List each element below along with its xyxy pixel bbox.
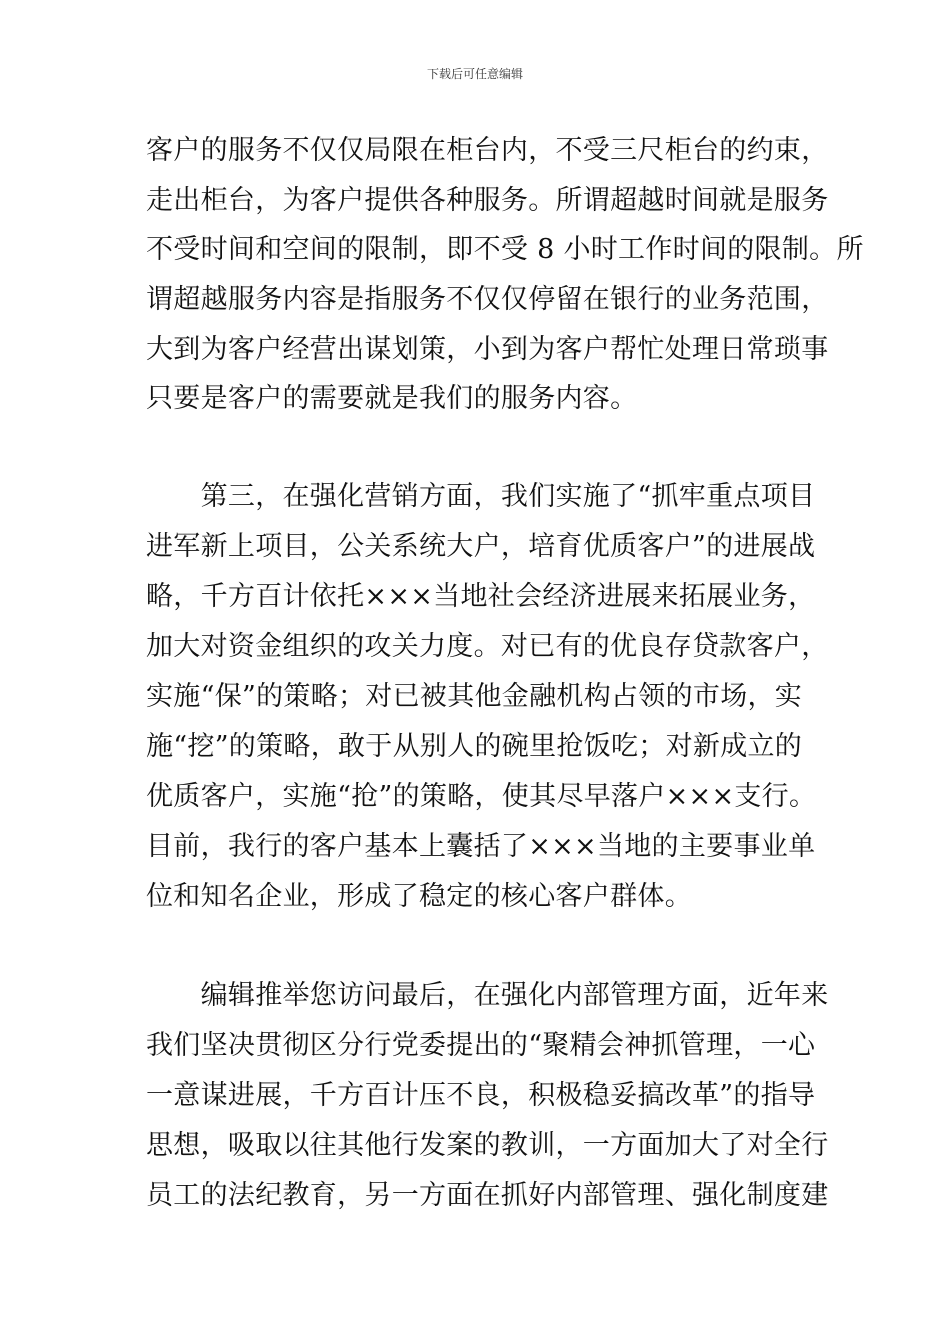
text-line: 只要是客户的需要就是我们的服务内容。 (146, 383, 638, 414)
page-header: 下载后可任意编辑 (426, 67, 523, 81)
text-line: 不受时间和空间的限制，即不受 8 小时工作时间的限制。所 (146, 234, 864, 265)
text-line: 加大对资金组织的攻关力度。对已有的优良存贷款客户， (146, 631, 829, 662)
text-line: 优质客户，实施“抢”的策略，使其尽早落户×××支行。 (146, 781, 817, 812)
text-line: 目前，我行的客户基本上囊括了×××当地的主要事业单 (146, 831, 816, 862)
text-line: 第三，在强化营销方面，我们实施了“抓牢重点项目 (146, 481, 816, 512)
text-line: 实施“保”的策略；对已被其他金融机构占领的市场，实 (146, 681, 803, 712)
text-line: 我们坚决贯彻区分行党委提出的“聚精会神抓管理，一心 (146, 1030, 816, 1061)
text-line: 编辑推举您访问最后，在强化内部管理方面，近年来 (146, 980, 829, 1011)
text-line: 客户的服务不仅仅局限在柜台内，不受三尺柜台的约束， (146, 135, 829, 166)
text-line: 员工的法纪教育，另一方面在抓好内部管理、强化制度建 (146, 1180, 829, 1211)
text-line: 进军新上项目，公关系统大户，培育优质客户”的进展战 (146, 531, 816, 562)
text-line: 一意谋进展，千方百计压不良，积极稳妥搞改革”的指导 (146, 1080, 816, 1111)
text-line: 走出柜台，为客户提供各种服务。所谓超越时间就是服务 (146, 185, 829, 216)
text-line: 位和知名企业，形成了稳定的核心客户群体。 (146, 881, 692, 912)
text-line: 略，千方百计依托×××当地社会经济进展来拓展业务， (146, 581, 816, 612)
text-line: 思想，吸取以往其他行发案的教训，一方面加大了对全行 (146, 1130, 829, 1161)
text-line: 大到为客户经营出谋划策，小到为客户帮忙处理日常琐事 (146, 334, 829, 365)
text-line: 谓超越服务内容是指服务不仅仅停留在银行的业务范围， (146, 284, 829, 315)
text-line: 施“挖”的策略，敢于从别人的碗里抢饭吃；对新成立的 (146, 731, 803, 762)
